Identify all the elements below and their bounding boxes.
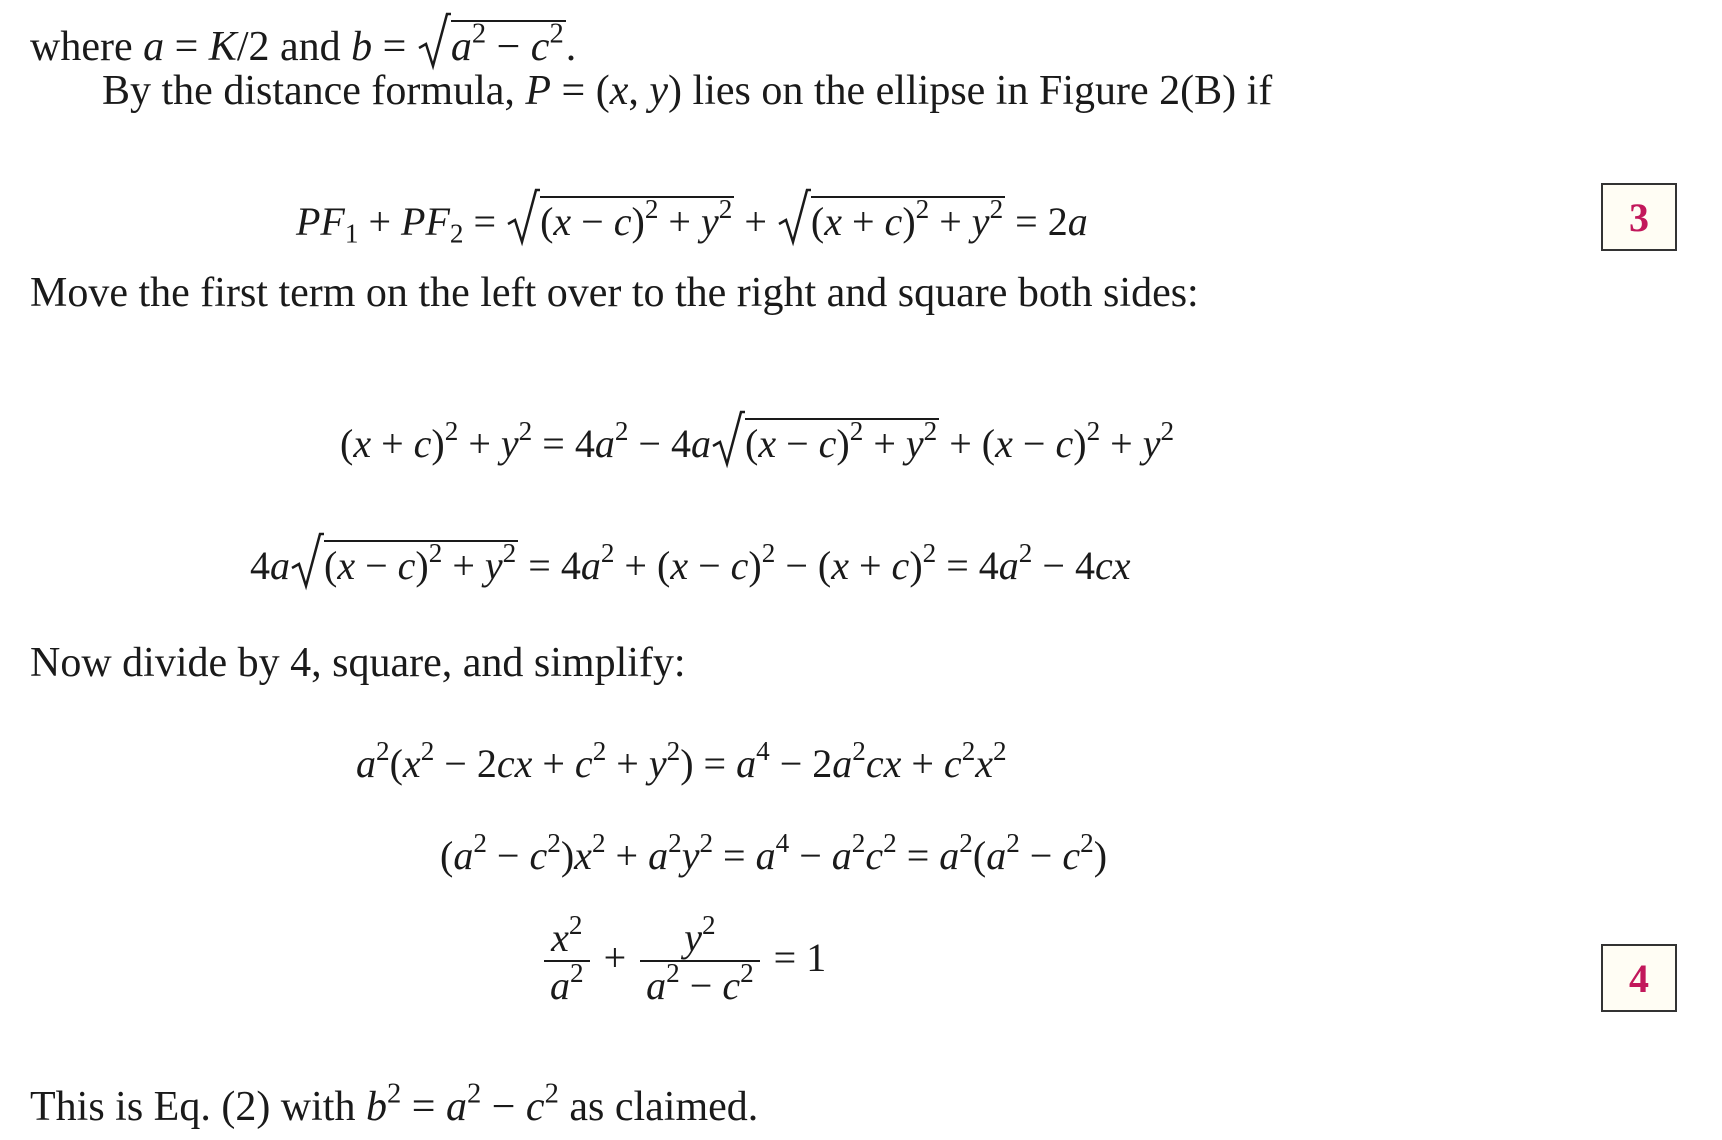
radical-sign-icon bbox=[506, 186, 540, 250]
radical-sign-icon bbox=[711, 408, 745, 472]
text-line-conclusion: This is Eq. (2) with $b^2 = a^2 - c^2$ as claimed. bbox=[30, 1078, 759, 1130]
text-segment: This is Eq. (2) with bbox=[30, 1084, 366, 1130]
text-segment: − bbox=[486, 24, 531, 70]
radical-sign-icon bbox=[777, 186, 811, 250]
var-K: K bbox=[208, 24, 237, 70]
equation-3: $PF_1 + PF_2$ = $(x - c)^2 + y^2$ + $(x + c)^2 + y^2 = 2a$ bbox=[296, 196, 1088, 242]
text-segment: where bbox=[30, 24, 144, 70]
var-b: b bbox=[351, 24, 373, 70]
text-segment: as claimed. bbox=[558, 1084, 759, 1130]
fraction-x2-over-a2: $\frac{x^2}{a^2}$ bbox=[544, 918, 590, 1006]
equation-simplify-1: $a^2(x^2 - 2cx + c^2 + y^2) = a^4 - 2a^2cx + c^2x^2$ bbox=[356, 736, 1007, 786]
var-a: a bbox=[143, 24, 165, 70]
equation-square-both-sides-1: $(x + c)^2 + y^2 = 4a^2 - 4a$ $(x - c)^2 + y^2 + (x - c)^2 + y^2$ bbox=[340, 418, 1174, 464]
text-segment: = bbox=[164, 24, 209, 70]
var-P: P bbox=[525, 68, 552, 114]
fraction-y2-over-a2-c2: $\frac{y^2}{a^2 - c^2}$ bbox=[640, 918, 760, 1006]
text-line-move-first-term: Move the first term on the left over to the right and square both sides: bbox=[30, 270, 1199, 316]
var-x: x bbox=[609, 68, 629, 114]
text-segment: /2 and bbox=[236, 24, 352, 70]
text-line-distance-formula bbox=[102, 70, 1272, 112]
equation-square-both-sides-2: 4a $(x - c)^2 + y^2 = 4a^2 + (x - c)^2 - (x + c)^2 = 4a^2 - 4cx$ bbox=[250, 540, 1130, 586]
text-line-divide-by-4: Now divide by 4, square, and simplify: bbox=[30, 640, 686, 686]
radical-sign-icon bbox=[417, 10, 451, 74]
text-segment: = ( bbox=[551, 68, 610, 114]
text-segment: ) lies on the ellipse in Figure 2(B) if bbox=[668, 68, 1273, 114]
equation-simplify-2: $(a^2 - c^2)x^2 + a^2y^2 = a^4 - a^2c^2 = a^2(a^2 - c^2)$ bbox=[440, 828, 1108, 878]
equation-number-3: 3 bbox=[1601, 183, 1677, 251]
text-segment: , bbox=[628, 68, 650, 114]
var-a: a bbox=[450, 24, 472, 70]
var-c: c bbox=[530, 24, 550, 70]
text-segment: . bbox=[565, 24, 577, 70]
sqrt-a2-c2: $a^2 - c^2$ bbox=[417, 20, 566, 68]
radical-sign-icon bbox=[290, 530, 324, 594]
text-segment: = bbox=[372, 24, 417, 70]
equation-4: $\frac{x^2}{a^2}$ + $\frac{y^2}{a^2 - c^2}$ = 1 bbox=[540, 918, 826, 1006]
equation-number-4: 4 bbox=[1601, 944, 1677, 1012]
text-segment: By the distance formula, bbox=[102, 68, 526, 114]
text-line-where bbox=[30, 20, 576, 68]
var-y: y bbox=[649, 68, 669, 114]
